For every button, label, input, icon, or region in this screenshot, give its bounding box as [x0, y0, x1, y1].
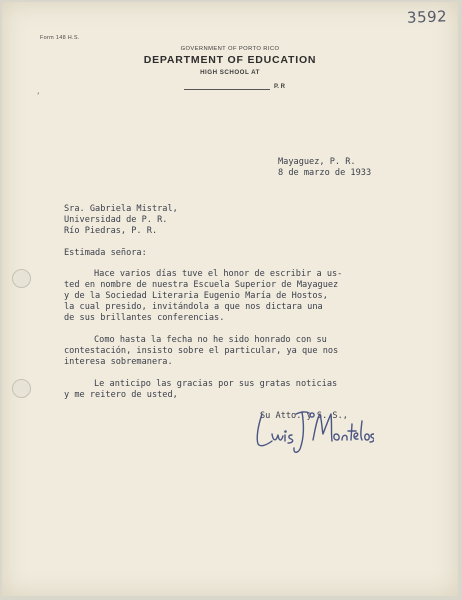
closing: Su Atto. y S. S.,: [260, 411, 348, 421]
body-line: Le anticipo las gracias por sus gratas noticias: [94, 379, 338, 389]
body-line: contestación, insisto sobre el particular, ya que nos: [64, 346, 339, 356]
date-place: Mayaguez, P. R.: [278, 157, 356, 167]
body-line: interesa sobremanera.: [64, 357, 173, 367]
letter-page: [2, 2, 458, 596]
salutation: Estimada señora:: [64, 248, 147, 258]
archive-number: 3592: [406, 7, 448, 27]
letterhead-school-blank-line: [184, 89, 270, 90]
punch-hole-top: [12, 269, 31, 288]
body-line: Como hasta la fecha no he sido honrado con su: [94, 335, 327, 345]
body-line: y de la Sociedad Literaria Eugenio María de Hostos,: [64, 291, 328, 301]
body-line: ted en nombre de nuestra Escuela Superior de Mayaguez: [64, 280, 339, 290]
signature-image: [252, 404, 374, 456]
punch-hole-bottom: [12, 379, 31, 398]
letterhead-pr: P. R: [274, 84, 285, 90]
letterhead-school: HIGH SCHOOL AT: [200, 69, 260, 76]
recipient-line-2: Universidad de P. R.: [64, 215, 168, 225]
margin-mark: ’: [36, 92, 41, 100]
body-line: Hace varios días tuve el honor de escribir a us-: [94, 269, 343, 279]
letterhead-government: GOVERNMENT OF PORTO RICO: [180, 46, 280, 52]
date-line: 8 de marzo de 1933: [278, 168, 372, 178]
form-number: Form 148 H.S.: [40, 35, 80, 41]
body-line: la cual presido, invitándola a que nos dictara una: [64, 302, 323, 312]
body-line: y me reitero de usted,: [64, 390, 178, 400]
body-line: de sus brillantes conferencias.: [64, 313, 225, 323]
recipient-line-1: Sra. Gabriela Mistral,: [64, 204, 178, 214]
recipient-line-3: Río Piedras, P. R.: [64, 226, 158, 236]
letterhead-department: DEPARTMENT OF EDUCATION: [143, 54, 317, 66]
